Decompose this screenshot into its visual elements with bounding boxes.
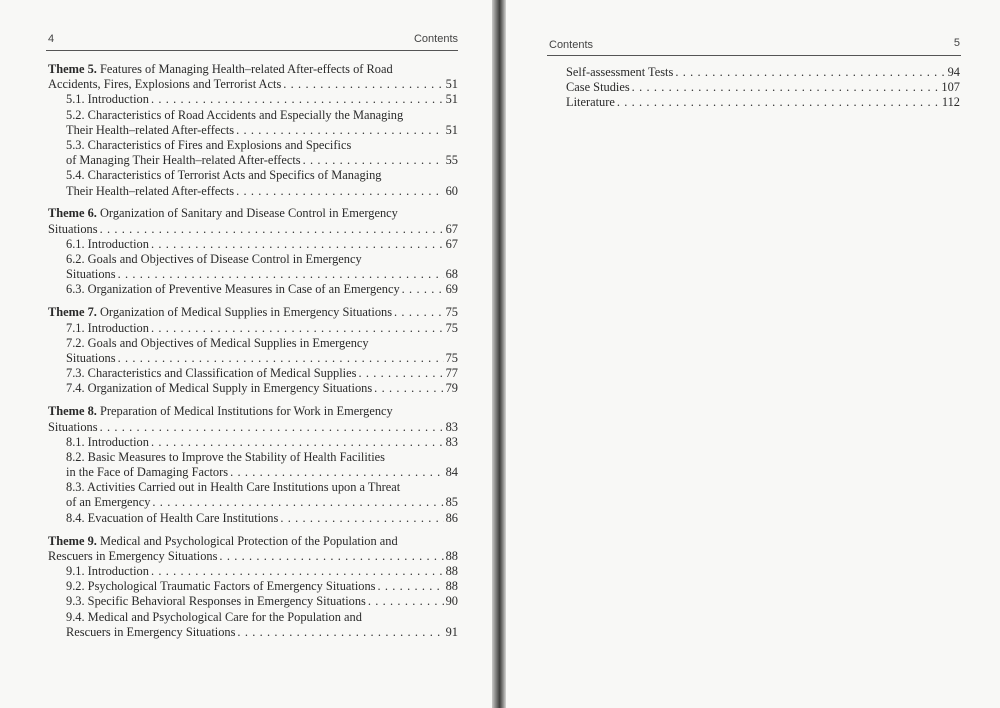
toc-entry-text: Accidents, Fires, Explosions and Terrorist Acts [48,77,282,92]
toc-theme-block [48,206,458,297]
toc-entry-text: Case Studies [566,80,630,95]
toc-page-number: 77 [445,366,458,381]
toc-entry-text: 6.3. Organization of Preventive Measures in Case of an Emergency [66,282,400,297]
toc-text: Preparation of Medical Institutions for Work in Emergency [99,404,393,419]
toc-page-number: 90 [445,594,458,609]
toc-theme-block [48,305,458,396]
toc-entry [48,495,458,510]
dot-leader [374,381,443,396]
toc-text: Organization of Sanitary and Disease Control in Emergency [99,206,398,221]
dot-leader [402,282,444,297]
toc-entry [48,77,458,92]
toc-entry-text: 9.2. Psychological Traumatic Factors of Emergency Situations [66,579,376,594]
toc-entry-text: Their Health–related After-effects [66,183,235,198]
toc-entry [48,579,458,594]
toc-page-number: 75 [445,305,458,320]
toc-page-number: 68 [445,267,458,282]
toc-entry-text: in the Face of Damaging Factors [66,465,229,480]
dot-leader [675,65,945,80]
dot-leader [100,420,444,435]
toc-page-number: 112 [941,95,960,110]
toc-entry-text: Rescuers in Emergency Situations [66,624,236,639]
toc-page-number: 69 [445,282,458,297]
toc-page-number: 55 [445,153,458,168]
toc-theme-block [48,404,458,526]
toc-entry [48,435,458,450]
toc-page-number: 83 [445,419,458,434]
toc-entry-text: Literature [566,95,615,110]
toc-entry [48,282,458,297]
toc-text: 9.4. Medical and Psychological Care for the Population and [66,609,362,624]
toc-entry [48,625,458,640]
toc-entry [48,222,458,237]
toc-page-number: 88 [445,564,458,578]
toc-entry-text: 9.1. Introduction [66,564,149,578]
header-rule-left [46,50,458,51]
toc-entry-text: Organization of Medical Supplies in Emergency Situations [99,305,393,320]
toc-left [48,62,458,648]
dot-leader [236,123,444,138]
dot-leader [118,351,444,366]
theme-label: Theme 6. [48,206,97,221]
toc-line [48,610,458,625]
toc-text: 5.3. Characteristics of Fires and Explosions and Specifics [66,137,352,152]
toc-entry [48,351,458,366]
dot-leader [303,153,444,168]
toc-entry [566,80,960,95]
toc-page-number: 83 [445,434,458,449]
dot-leader [394,305,444,320]
toc-text: 6.2. Goals and Objectives of Disease Control in Emergency [66,252,362,267]
toc-page-number: 91 [445,624,458,639]
toc-entry [48,237,458,252]
toc-entry [48,594,458,609]
toc-entry [566,65,960,80]
dot-leader [280,511,443,526]
toc-line [48,252,458,267]
toc-text: Medical and Psychological Protection of the Population and [99,533,398,548]
toc-theme-block [48,534,458,640]
toc-page-number: 51 [445,77,458,92]
dot-leader [378,579,444,594]
theme-label: Theme 5. [48,62,97,76]
toc-theme-block [48,62,458,199]
toc-line [48,206,458,221]
toc-entry-text: 8.4. Evacuation of Health Care Institutions [66,510,279,525]
toc-entry-text: Self-assessment Tests [566,65,674,79]
dot-leader [151,564,444,579]
toc-entry [48,305,458,320]
toc-entry-text: of Managing Their Health–related After-effects [66,153,301,168]
toc-line [48,534,458,549]
right-page [506,0,1000,708]
dot-leader [230,465,444,480]
toc-entry-text: 9.3. Specific Behavioral Responses in Emergency Situations [66,594,366,609]
dot-leader [358,366,443,381]
toc-page-number: 107 [941,80,960,95]
toc-page-number: 75 [445,350,458,365]
toc-page-number: 75 [445,320,458,335]
dot-leader [219,549,443,564]
toc-entry [48,549,458,564]
toc-entry [566,95,960,110]
toc-entry [48,564,458,579]
toc-line [48,138,458,153]
left-page [0,0,492,708]
toc-entry [48,321,458,336]
toc-page-number: 79 [445,381,458,396]
toc-entry [48,420,458,435]
dot-leader [236,184,444,199]
toc-right [566,65,960,111]
header-rule-right [547,55,961,56]
toc-page-number: 88 [445,548,458,563]
toc-page-number: 67 [445,236,458,251]
dot-leader [283,77,443,92]
toc-entry [48,511,458,526]
toc-entry-text: 7.1. Introduction [66,320,149,335]
toc-entry [48,123,458,138]
toc-line [48,480,458,495]
toc-text: 5.2. Characteristics of Road Accidents and Especially the Managing [66,107,404,122]
toc-page-number: 60 [445,183,458,198]
toc-page-number: 85 [445,495,458,510]
dot-leader [152,495,443,510]
dot-leader [151,92,444,107]
toc-entry-text: Rescuers in Emergency Situations [48,548,218,563]
toc-entry-text: 5.1. Introduction [66,92,149,107]
toc-page-number: 88 [445,579,458,594]
dot-leader [151,321,444,336]
toc-line [48,450,458,465]
toc-page-number: 84 [445,465,458,480]
toc-line [48,168,458,183]
toc-entry-text: Situations [48,221,98,236]
toc-page-number: 94 [947,65,960,79]
dot-leader [368,594,444,609]
toc-entry [48,92,458,107]
toc-entry-text: Their Health–related After-effects [66,122,235,137]
dot-leader [632,80,940,95]
running-header-right: Contents [549,39,594,51]
toc-entry [48,366,458,381]
toc-entry-text: 6.1. Introduction [66,236,149,251]
dot-leader [151,435,444,450]
toc-page-number: 51 [445,122,458,137]
dot-leader [118,267,444,282]
toc-line [48,108,458,123]
toc-entry [48,267,458,282]
toc-page-number: 67 [445,221,458,236]
dot-leader [617,95,940,110]
toc-text: 8.2. Basic Measures to Improve the Stability of Health Facilities [66,449,385,464]
toc-entry [48,381,458,396]
toc-entry [48,153,458,168]
dot-leader [151,237,444,252]
toc-line [48,336,458,351]
theme-label: Theme 7. [48,305,97,320]
toc-entry-text: of an Emergency [66,495,151,510]
running-header-left: Contents [413,33,458,45]
page-number-right: 5 [953,37,960,49]
toc-text: 5.4. Characteristics of Terrorist Acts and Specifics of Managing [66,168,382,183]
toc-text: 8.3. Activities Carried out in Health Care Institutions upon a Threat [66,480,401,495]
book-gutter [492,0,506,708]
toc-entry [48,465,458,480]
toc-entry-text: 7.3. Characteristics and Classification of Medical Supplies [66,366,357,381]
toc-entry [48,184,458,199]
theme-label: Theme 8. [48,404,97,419]
page-number-left: 4 [48,33,55,45]
dot-leader [100,222,444,237]
toc-line [48,404,458,419]
toc-text: Features of Managing Health–related After-effects of Road [99,62,393,76]
theme-label: Theme 9. [48,533,97,548]
toc-page-number: 51 [445,92,458,107]
toc-text: 7.2. Goals and Objectives of Medical Supplies in Emergency [66,335,369,350]
toc-line [48,62,458,77]
toc-entry-text: Situations [66,267,116,282]
toc-entry-text: 7.4. Organization of Medical Supply in Emergency Situations [66,381,373,396]
dot-leader [237,625,443,640]
toc-page-number: 86 [445,510,458,525]
toc-entry-text: 8.1. Introduction [66,434,149,449]
toc-entry-text: Situations [66,350,116,365]
toc-entry-text: Situations [48,419,98,434]
